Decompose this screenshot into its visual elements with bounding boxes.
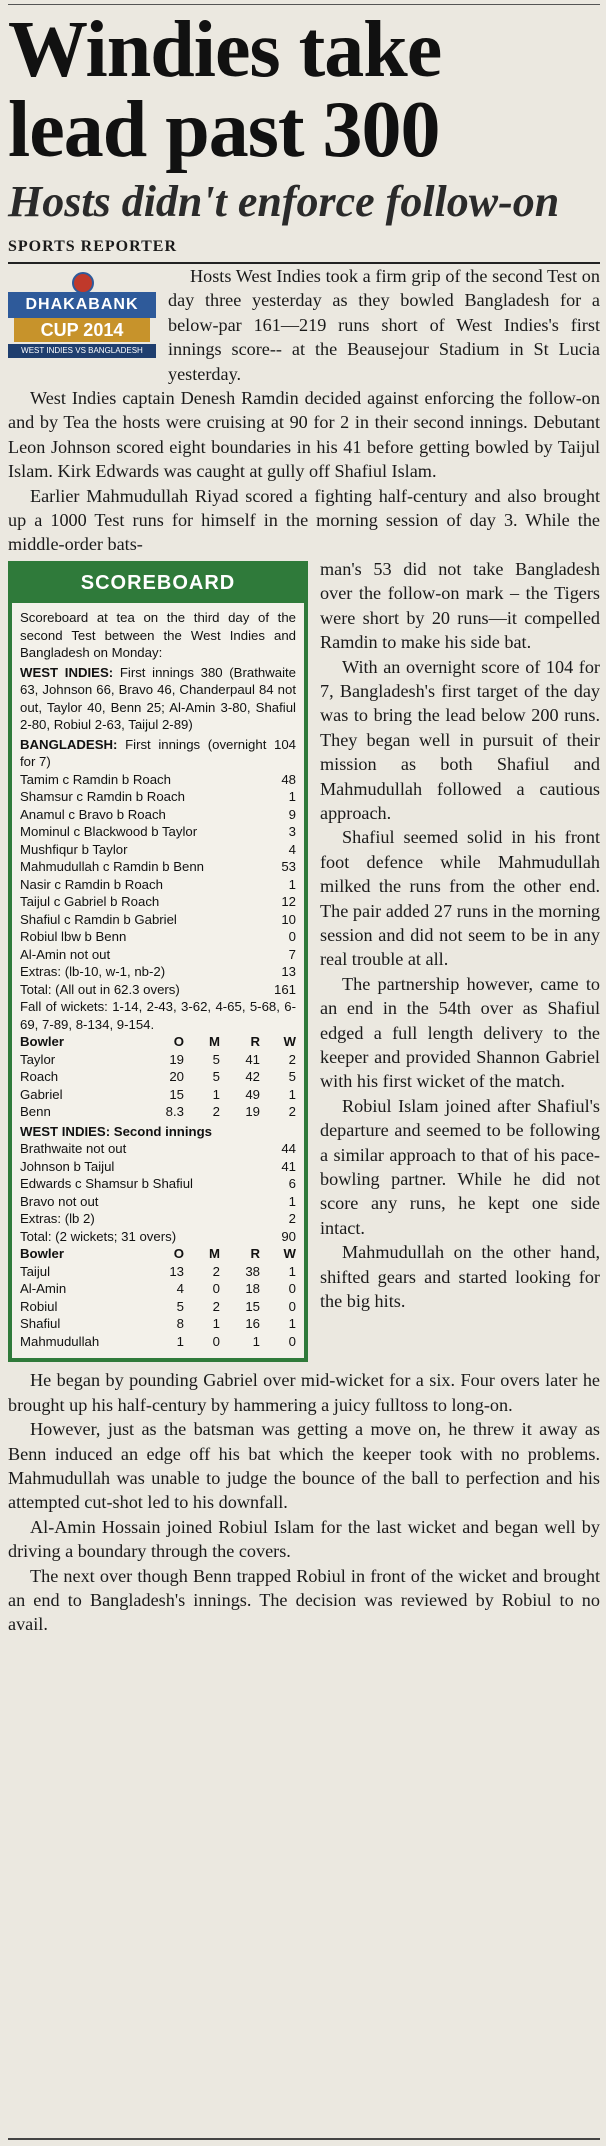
article-paragraph: The next over though Benn trapped Robiul in front of the wicket and brought an end to Bangladesh's innings. The decision was reviewed by Robiul to no avail.	[8, 1565, 600, 1635]
article-paragraph: The partnership however, came to an end in the 54th over as Shafiul edged a full length delivery to the keeper and provided Shannon Gabriel with his first wicket of the match.	[320, 973, 600, 1092]
wi-first-label: WEST INDIES:	[20, 664, 114, 680]
batsman-runs: 90	[281, 1228, 296, 1244]
batting-row	[20, 1175, 296, 1193]
batsman-name: Tamim c Ramdin b Roach	[20, 771, 171, 787]
batting-row	[20, 858, 296, 876]
batsman-name: Extras: (lb-10, w-1, nb-2)	[20, 964, 166, 980]
bowler-header-r: R	[250, 1246, 260, 1262]
batting-row	[20, 946, 296, 964]
scoreboard-title: SCOREBOARD	[12, 565, 304, 603]
batsman-name: Mominul c Blackwood b Taylor	[20, 824, 198, 840]
bowling-row	[20, 1263, 296, 1281]
batting-row	[20, 823, 296, 841]
bowler-header-name: Bowler	[20, 1034, 64, 1050]
bottom-rule	[8, 2138, 600, 2140]
article-paragraph: man's 53 did not take Bangladesh over the follow-on mark – the Tigers were short by 20 runs—it compelled Ramdin to make his side bat.	[320, 558, 600, 653]
bowler-o: 8.3	[165, 1104, 184, 1120]
bowler-m: 2	[212, 1263, 220, 1279]
batting-row	[20, 893, 296, 911]
batsman-name: Total: (All out in 62.3 overs)	[20, 981, 180, 997]
bowling-row	[20, 1298, 296, 1316]
batting-row	[20, 788, 296, 806]
batsman-runs: 2	[288, 1211, 296, 1227]
logo-subtitle: WEST INDIES VS BANGLADESH	[8, 344, 156, 358]
batsman-runs: 48	[281, 771, 296, 787]
wi-second-label: WEST INDIES:	[20, 1123, 111, 1139]
batsman-name: Total: (2 wickets; 31 overs)	[20, 1228, 177, 1244]
bowler-header-o: O	[173, 1246, 184, 1262]
article-body	[8, 264, 600, 1637]
bowler-r: 1	[252, 1333, 260, 1349]
batsman-name: Edwards c Shamsur b Shafiul	[20, 1176, 193, 1192]
batsman-runs: 13	[281, 964, 296, 980]
bowler-w: 2	[288, 1104, 296, 1120]
batsman-name: Bravo not out	[20, 1193, 99, 1209]
batting-row	[20, 1158, 296, 1176]
batsman-name: Al-Amin not out	[20, 946, 111, 962]
top-rule	[8, 4, 600, 5]
bowling-row	[20, 1086, 296, 1104]
bowling-row	[20, 1315, 296, 1333]
bowler-r: 42	[245, 1069, 260, 1085]
bowler-m: 1	[212, 1316, 220, 1332]
wi-first-text: First innings 380 (Brathwaite 63, Johnson 66, Bravo 46, Chanderpaul 84 not out, Taylor 40, Benn 25; Al-Amin 3-80, Shafiul 2-80, Robiul 2-63, Taijul 2-89)	[20, 664, 296, 733]
batting-row	[20, 911, 296, 929]
bowler-r: 16	[245, 1316, 260, 1332]
batsman-runs: 4	[288, 841, 296, 857]
batting-row	[20, 841, 296, 859]
batting-row	[20, 928, 296, 946]
bowler-m: 0	[212, 1333, 220, 1349]
batting-row	[20, 981, 296, 999]
batsman-runs: 161	[273, 981, 296, 997]
bowler-r: 18	[245, 1281, 260, 1297]
bowler-w: 5	[288, 1069, 296, 1085]
wi-first-innings	[20, 664, 296, 734]
batsman-name: Brathwaite not out	[20, 1141, 127, 1157]
bowler-name: Gabriel	[20, 1086, 63, 1102]
batting-row	[20, 806, 296, 824]
headline-line-1: Windies take	[8, 6, 442, 94]
dhaka-bank-cup-logo	[8, 272, 158, 360]
batsman-runs: 10	[281, 911, 296, 927]
batsman-runs: 6	[288, 1176, 296, 1192]
bowler-o: 1	[176, 1333, 184, 1349]
bowler-header-m: M	[209, 1246, 220, 1262]
batsman-name: Robiul lbw b Benn	[20, 929, 127, 945]
bowling-row	[20, 1051, 296, 1069]
article-paragraph: However, just as the batsman was getting a move on, he threw it away as Benn induced an edge off his bat which the keeper took with no problems. Mahmudullah was unable to judge the bounce of the ball to perfection and his attempted cut-shot led to his downfall.	[8, 1419, 600, 1513]
article-paragraph: With an overnight score of 104 for 7, Bangladesh's first target of the day was to bring the lead below 200 runs. They began well in pursuit of their mission as both Shafiul and Mahmudullah followed a cautious approach.	[320, 656, 600, 823]
bowler-name: Shafiul	[20, 1316, 61, 1332]
headline-line-2: lead past 300	[8, 86, 440, 174]
batting-row	[20, 771, 296, 789]
bowler-header-row	[20, 1033, 296, 1051]
batting-row	[20, 963, 296, 981]
batsman-runs: 53	[281, 859, 296, 875]
bowler-name: Al-Amin	[20, 1281, 67, 1297]
bowler-w: 1	[288, 1263, 296, 1279]
bowler-header-w: W	[283, 1034, 296, 1050]
bowler-name: Robiul	[20, 1298, 58, 1314]
bowling-row	[20, 1280, 296, 1298]
logo-brand: DHAKABANK	[8, 292, 156, 318]
bowler-w: 1	[288, 1086, 296, 1102]
bowler-r: 19	[245, 1104, 260, 1120]
bowler-o: 8	[176, 1316, 184, 1332]
logo-cup: CUP 2014	[14, 318, 150, 342]
batsman-runs: 1	[288, 1193, 296, 1209]
bottom-paragraphs	[8, 1368, 600, 1636]
bowler-name: Roach	[20, 1069, 59, 1085]
wi-second-innings	[20, 1123, 296, 1141]
article-paragraph: Robiul Islam joined after Shafiul's departure and seemed to be following a similar approach to that of his pace-bowling partner. While he did not score any runs, he kept one side intact.	[320, 1095, 600, 1238]
ban-label: BANGLADESH:	[20, 736, 118, 752]
fall-of-wickets: Fall of wickets: 1-14, 2-43, 3-62, 4-65, 5-68, 6-69, 7-89, 8-134, 9-154.	[20, 999, 296, 1032]
bowler-name: Taijul	[20, 1263, 51, 1279]
article-paragraph: Shafiul seemed solid in his front foot defence while Mahmudullah milked the runs from the other end. The pair added 27 runs in the morning session and did not seem to be in any real trouble at all.	[320, 827, 600, 970]
batsman-runs: 0	[288, 929, 296, 945]
bowler-o: 19	[169, 1051, 184, 1067]
ban-first-innings	[20, 736, 296, 771]
batsman-name: Shamsur c Ramdin b Roach	[20, 789, 185, 805]
batting-row	[20, 876, 296, 894]
bowler-r: 41	[245, 1051, 260, 1067]
batsman-runs: 1	[288, 876, 296, 892]
bowler-header-o: O	[173, 1034, 184, 1050]
bowler-m: 5	[212, 1051, 220, 1067]
bowler-name: Taylor	[20, 1051, 56, 1067]
scoreboard-box	[8, 561, 308, 1362]
wi-second-text: Second innings	[113, 1123, 212, 1139]
scoreboard-body	[12, 603, 304, 1358]
batsman-runs: 1	[288, 789, 296, 805]
batsman-name: Anamul c Bravo b Roach	[20, 806, 166, 822]
article-paragraph: Hosts West Indies took a firm grip of the second Test on day three yesterday as they bowled Bangladesh for a below-par 161—219 runs short of West Indies's first innings score-- at the Beausejour Stadium in St Lucia yesterday.	[168, 266, 600, 384]
batsman-name: Mushfiqur b Taylor	[20, 841, 128, 857]
article-paragraph: West Indies captain Denesh Ramdin decided against enforcing the follow-on and by Tea the hosts were cruising at 90 for 2 in their second innings. Debutant Leon Johnson scored eight boundaries in his 41 before getting bowled by Taijul Islam. Kirk Edwards was caught at gully off Shafiul Islam.	[8, 388, 600, 482]
bowler-o: 20	[169, 1069, 184, 1085]
bowler-r: 15	[245, 1298, 260, 1314]
bowler-r: 38	[245, 1263, 260, 1279]
bowler-name: Mahmudullah	[20, 1333, 100, 1349]
bowler-header-row-2	[20, 1245, 296, 1263]
bowler-o: 5	[176, 1298, 184, 1314]
batsman-name: Extras: (lb 2)	[20, 1211, 95, 1227]
bowler-w: 2	[288, 1051, 296, 1067]
bowler-w: 1	[288, 1316, 296, 1332]
bowling-row	[20, 1068, 296, 1086]
batsman-runs: 44	[281, 1141, 296, 1157]
bowler-header-w: W	[283, 1246, 296, 1262]
bowler-m: 2	[212, 1104, 220, 1120]
bowler-w: 0	[288, 1333, 296, 1349]
batsman-name: Mahmudullah c Ramdin b Benn	[20, 859, 204, 875]
batsman-name: Nasir c Ramdin b Roach	[20, 876, 163, 892]
bowler-o: 13	[169, 1263, 184, 1279]
article-paragraph: Mahmudullah on the other hand, shifted gears and started looking for the big hits.	[320, 1242, 600, 1312]
scoreboard-intro: Scoreboard at tea on the third day of the second Test between the West Indies and Bangladesh on Monday:	[20, 610, 296, 661]
wi-batting-list	[20, 1140, 296, 1245]
batting-row	[20, 1210, 296, 1228]
headline	[8, 6, 600, 174]
bowler-name: Benn	[20, 1104, 51, 1120]
bowler-m: 1	[212, 1086, 220, 1102]
subheadline: Hosts didn't enforce follow-on	[8, 177, 560, 226]
bowler-w: 0	[288, 1298, 296, 1314]
batsman-runs: 7	[288, 946, 296, 962]
batsman-name: Johnson b Taijul	[20, 1158, 115, 1174]
batsman-runs: 9	[288, 806, 296, 822]
article-paragraph: Earlier Mahmudullah Riyad scored a fighting half-century and also brought up a 1000 Test runs for himself in the morning session of day 3. While the middle-order bats-	[8, 485, 600, 555]
batting-row	[20, 1140, 296, 1158]
bowler-o: 4	[176, 1281, 184, 1297]
batsman-name: Shafiul c Ramdin b Gabriel	[20, 911, 177, 927]
batting-row	[20, 1228, 296, 1246]
bowler-header-name: Bowler	[20, 1246, 64, 1262]
bowler-w: 0	[288, 1281, 296, 1297]
ban-text: First innings (overnight 104 for 7)	[20, 736, 296, 770]
wi-bowling-list	[20, 1051, 296, 1121]
bowling-row	[20, 1103, 296, 1121]
bowler-o: 15	[169, 1086, 184, 1102]
bowler-header-r: R	[250, 1034, 260, 1050]
bowler-m: 5	[212, 1069, 220, 1085]
bowler-header-m: M	[209, 1034, 220, 1050]
ban-batting-list	[20, 771, 296, 999]
batsman-runs: 3	[288, 824, 296, 840]
article-paragraph: Al-Amin Hossain joined Robiul Islam for the last wicket and began well by driving a boundary through the covers.	[8, 1516, 600, 1562]
batsman-name: Taijul c Gabriel b Roach	[20, 894, 160, 910]
batsman-runs: 12	[281, 894, 296, 910]
bowler-r: 49	[245, 1086, 260, 1102]
byline: SPORTS REPORTER	[8, 238, 600, 264]
ban-bowling-list	[20, 1263, 296, 1351]
batsman-runs: 41	[281, 1158, 296, 1174]
article-paragraph: He began by pounding Gabriel over mid-wicket for a six. Four overs later he brought up his half-century by hammering a juicy fulltoss to long-on.	[8, 1370, 600, 1415]
batting-row	[20, 1193, 296, 1211]
cricket-ball-icon	[72, 272, 94, 294]
bowler-m: 0	[212, 1281, 220, 1297]
bowler-m: 2	[212, 1298, 220, 1314]
bowling-row	[20, 1333, 296, 1351]
